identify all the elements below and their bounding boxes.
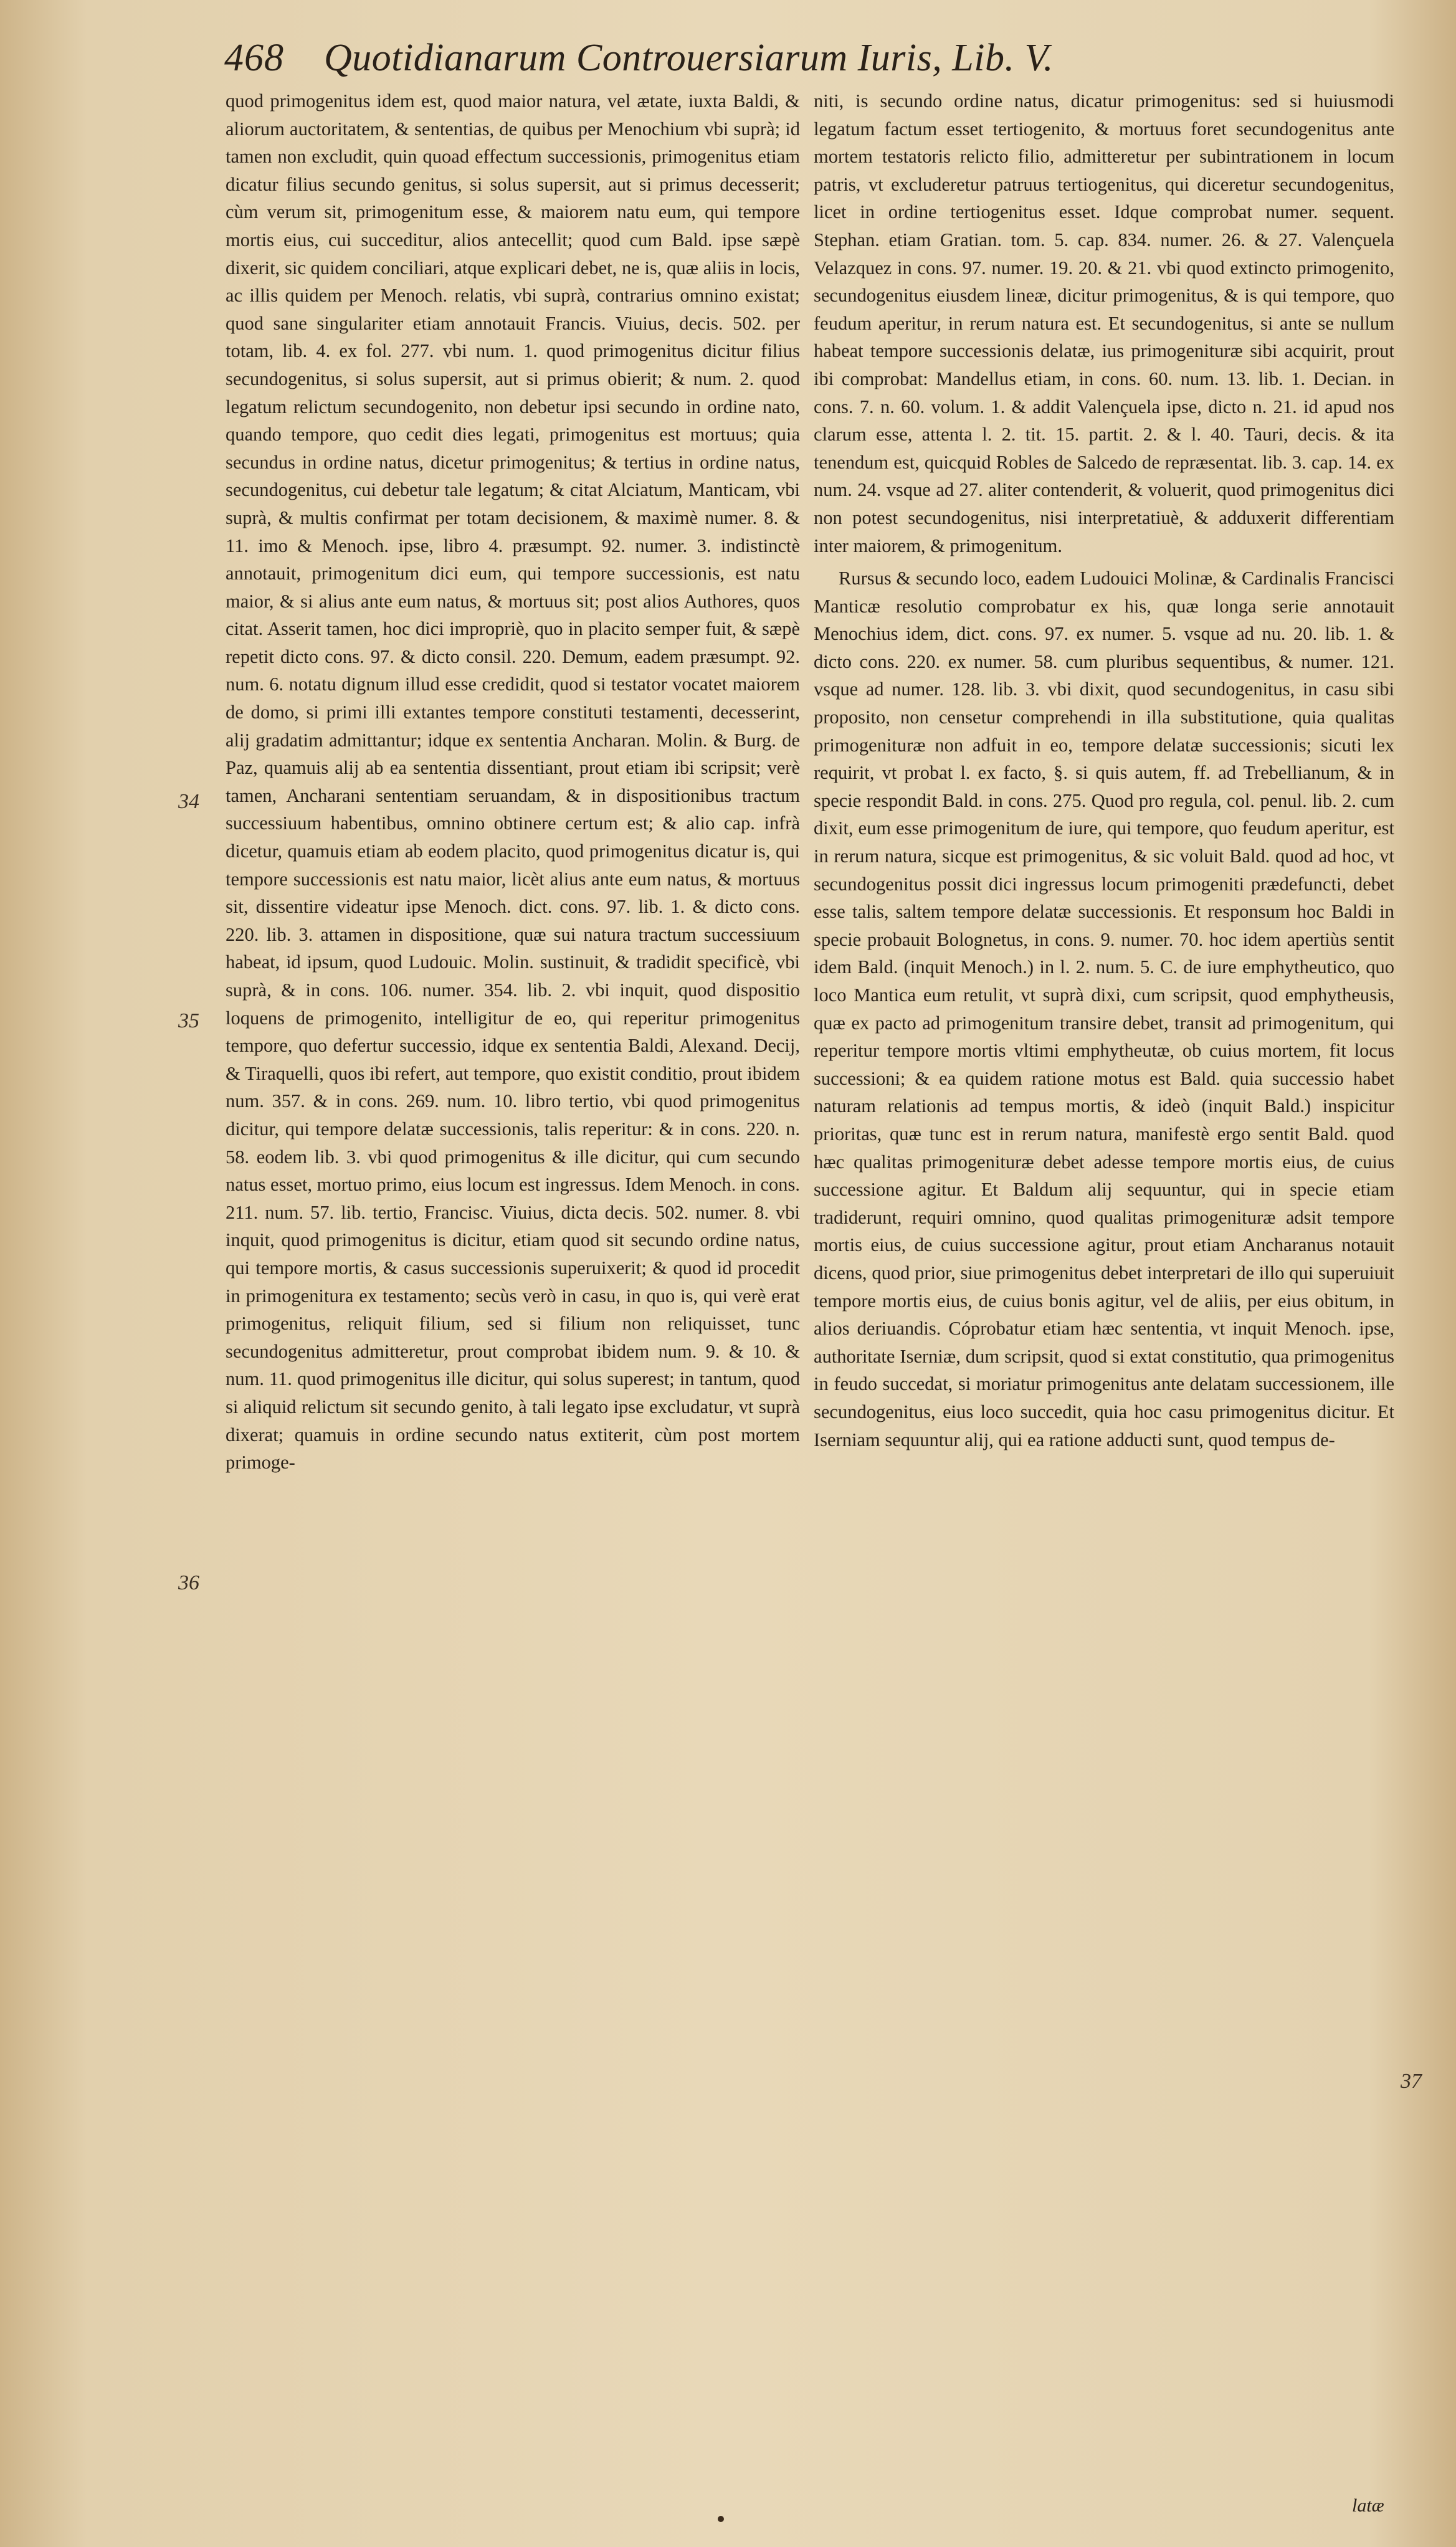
left-paragraph-1: quod primogenitus idem est, quod maior natura, vel ætate, iuxta Baldi, & aliorum auctoritatem, & sententias, de quibus per Menochium vbi suprà; id tamen non excludit, quin quoad effectum successionis, primogenitus etiam dicatur filius secundo genitus, si solus supersit, aut si primus decesserit; cùm verum sit, primogenitum esse, & maiorem natu eum, qui tempore mortis eius, cui succeditur, alios antecellit; quod cum Bald. ipse sæpè dixerit, sic quidem conciliari, atque explicari debet, ne is, quæ aliis in locis, ac illis quidem per Menoch. relatis, vbi suprà, contrarius omnino existat; quod sane singulariter etiam annotauit Francis. Viuius, decis. 502. per totam, lib. 4. ex fol. 277. vbi num. 1. quod primogenitus dicitur filius secundogenitus, si solus supersit, aut si primus obierit; & num. 2. quod legatum relictum secundogenito, non debetur ipsi secundo in ordine nato, quando tempore, quo cedit dies legati, primogenitus est mortuus; quia secundus in ordine natus, dicetur primogenitus; & tertius in ordine natus, secundogenitus, cui debetur tale legatum; & citat Alciatum, Manticam, vbi suprà, & multis confirmat per totam decisionem, & maximè numer. 8. & 11. imo & Menoch. ipse, libro 4. præsumpt. 92. numer. 3. indistinctè annotauit, primogenitum dici eum, qui tempore successionis, est natu maior, & si alius ante eum natus, & mortuus sit; post alios Authores, quos citat. Asserit tamen, hoc dici impropriè, quo in placito semper fuit, & sæpè repetit dicto cons. 97. & dicto consil. 220. Demum, eadem præsumpt. 92. num. 6. notatu dignum illud esse credidit, quod si testator vocatet maiorem de domo, si primi illi extantes tempore constituti testamenti, decesserint, alij gradatim admittantur; idque ex sententia Ancharan. Molin. & Burg. de Paz, quamuis alij ab ea sententia dissentiant, prout etiam ibi scripsit; verè tamen, Ancharani sententiam seruandam, & in dispositionibus tractum successiuum habentibus, omnino obtinere certum est; & alio cap. infrà dicetur, quamuis etiam ab eodem placito, quod primogenitus dicatur is, qui tempore successionis est natu maior, licèt alius ante eum natus, & mortuus sit, dissentire videatur ipse Menoch. dict. cons. 97. lib. 1. & dicto cons. 220. lib. 3. attamen in dispositione, quæ sui natura tractum successiuum habeat, id ipsum, quod Ludouic. Molin. sustinuit, & tradidit specificè, vbi suprà, & in cons. 106. numer. 354. lib. 2. vbi inquit, quod dispositio loquens de primogenito, intelligitur de eo, qui reperitur primogenitus tempore, quo defertur successio, idque ex sententia Baldi, Alexand. Decij, & Tiraquelli, quos ibi refert, aut tempore, quo existit conditio, prout ibidem num. 357. & in cons. 269. num. 10. libro tertio, vbi quod primogenitus dicitur, qui tempore delatæ successionis, talis reperitur: & in cons. 220. n. 58. eodem lib. 3. vbi quod primogenitus & ille dicitur, qui cum secundo natus esset, mortuo primo, eius locum est ingressus. Idem Menoch. in cons. 211. num. 57. lib. tertio, Francisc. Viuius, dicta decis. 502. numer. 8. vbi inquit, quod primogenitus is dicitur, etiam quod sit secundo ordine natus, qui tempore mortis, & casus successionis superuixerit; & quod id procedit in primogenitura ex testamento; secùs verò in casu, in quo is, qui verè erat primogenitus, reliquit filium, sed si filium non reliquisset, tunc secundogenitus admitteretur, prout comprobat ibidem num. 9. & 10. & num. 11. quod primogenitus ille dicitur, qui solus superest; in tantum, quod si aliquid relictum sit secundo genito, à tali legato ipse excludatur, vt suprà dixerat; quamuis in ordine secundo natus extiterit, cùm post mortem primoge- <box>226 90 800 1473</box>
margin-note-36: 36 <box>178 1571 199 1594</box>
margin-note-35: 35 <box>178 1009 199 1032</box>
catchword: latæ <box>1352 2495 1384 2516</box>
right-paragraph-1: niti, is secundo ordine natus, dicatur primogenitus: sed si huiusmodi legatum factum esset tertiogenito, & mortuus foret secundogenitus ante mortem testatoris relicto filio, admitteretur per subintrationem in locum patris, vt excluderetur patruus tertiogenitus, qui diceretur secundogenitus, licet in ordine tertiogenitus esset. Idque comprobat numer. sequent. Stephan. etiam Gratian. tom. 5. cap. 834. numer. 26. & 27. Valençuela Velazquez in cons. 97. numer. 19. 20. & 21. vbi quod extincto primogenito, secundogenitus eiusdem lineæ, dicitur primogenitus, & is qui tempore, quo feudum aperitur, in rerum natura est. Et secundogenitus, si ante se nullum habeat tempore successionis delatæ, ius primogenituræ sibi acquirit, prout ibi comprobat: Mandellus etiam, in cons. 60. num. 13. lib. 1. Decian. in cons. 7. n. 60. volum. 1. & addit Valençuela ipse, dicto n. 21. id apud nos clarum esse, attenta l. 2. tit. 15. partit. 2. & l. 40. Tauri, decis. & ita tenendum est, quicquid Robles de Salcedo de repræsentat. lib. 3. cap. 14. ex num. 24. vsque ad 27. aliter contenderit, & voluerit, quod primogenitus dici non potest secundogenitus, nisi interpretatiuè, & adduxerit differentiam inter maiorem, & primogenitum. <box>814 90 1394 556</box>
right-paragraph-2: Rursus & secundo loco, eadem Ludouici Molinæ, & Cardinalis Francisci Manticæ resolutio comprobatur ex his, quæ longa serie annotauit Menochius idem, dict. cons. 97. ex numer. 5. vsque ad nu. 20. lib. 1. & dicto cons. 220. ex numer. 58. cum pluribus sequentibus, & numer. 121. vsque ad numer. 128. lib. 3. vbi dixit, quod secundogenitus, in casu sibi proposito, non censetur comprehendi in illa substitutione, quia qualitas primogenituræ non adfuit in eo, tempore delatæ successionis; sicuti lex requirit, vt probat l. ex facto, §. si quis autem, ff. ad Trebellianum, & in specie respondit Bald. in cons. 275. Quod pro regula, col. penul. lib. 2. cum dixit, eum esse primogenitum de iure, qui tempore, quo feudum aperitur, est in rerum natura, sicque est primogenitus, & sic voluit Bald. quod ad hoc, vt secundogenitus possit dici ingressus locum primogeniti prædefuncti, debet esse talis, saltem tempore delatæ successionis. Et responsum hoc Baldi in specie probauit Bolognetus, in cons. 9. numer. 70. hoc idem apertiùs sentit idem Bald. (inquit Menoch.) in l. 2. num. 5. C. de iure emphytheutico, quo loco Mantica eum retulit, vt suprà dixi, cum scripsit, quod emphytheusis, quæ ex pacto ad primogenitum transire debet, transit ad primogenitum, qui reperitur tempore mortis vltimi emphytheutæ, ob cuius mortem, fit locus successioni; & ea quidem ratione motus est Bald. quia successio habet naturam relationis ad tempus mortis, & ideò (inquit Bald.) inspicitur prioritas, quæ tunc est in rerum natura, manifestè ergo sentit Bald. quod hæc qualitas primogenituræ debet adesse tempore mortis eius, de cuius successione agitur. Et Baldum alij sequuntur, qui in specie etiam tradiderunt, requiri omnino, quod qualitas primogenituræ adsit tempore mortis eius, de cuius successione agitur, prout etiam Ancharanus notauit dicens, quod prior, siue primogenitus debet interpretari de illo qui superuiuit tempore mortis eius, de cuius bonis agitur, vel de aliis, per eius obitum, in alios deriuandis. Cóprobatur etiam hæc sententia, vt inquit Menoch. ipse, authoritate Iserniæ, dum scripsit, quod si extat constitutio, qua primogenitus in feudo succedat, si moriatur primogenitus ante delatam successionem, ille secundogenitus, eius loco succedit, quia hoc casu primogenitus dicitur. Et Iserniam sequuntur alij, qui ea ratione adducti sunt, quod tempus de- <box>814 568 1394 1450</box>
page-header <box>0 30 1456 86</box>
left-column <box>226 87 800 2492</box>
ink-spot <box>718 2516 724 2522</box>
margin-note-37: 37 <box>1401 2070 1422 2093</box>
running-title: Quotidianarum Controuersiarum Iuris, Lib. V. <box>324 37 1054 79</box>
right-column <box>814 87 1394 2492</box>
margin-note-34: 34 <box>178 790 199 813</box>
page-number: 468 <box>224 37 284 79</box>
